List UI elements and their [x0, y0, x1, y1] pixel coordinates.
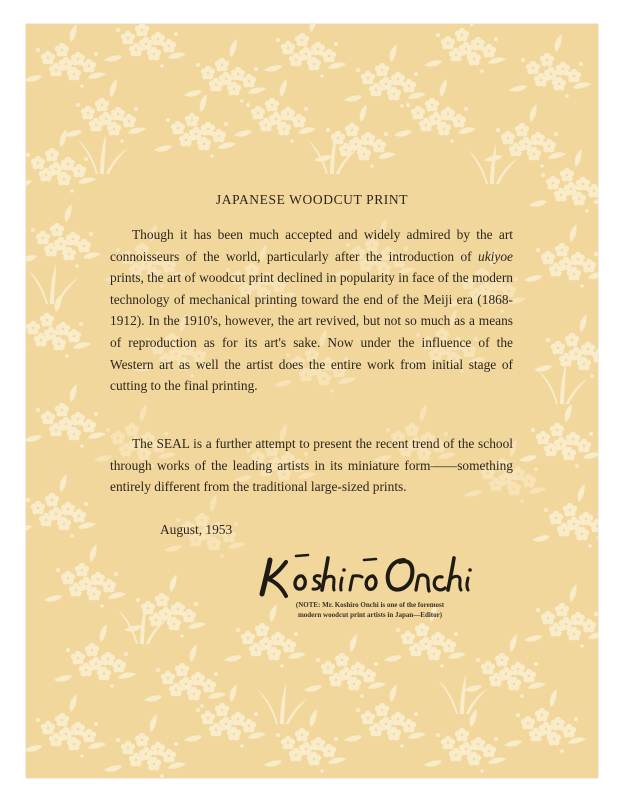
signature-image [256, 548, 486, 602]
ukiyoe-term: ukiyoe [478, 248, 513, 264]
document-sheet [26, 24, 598, 778]
editor-note-line-1: (NOTE: Mr. Koshiro Onchi is one of the foremost [295, 601, 445, 609]
paragraph-intro-part-1: Though it has been much accepted and widely admired by the art connoisseurs of the world, particularly after the introduction of [110, 227, 513, 264]
editor-note-line-2: modern woodcut print artists in Japan—Editor) [297, 610, 443, 619]
document-title: JAPANESE WOODCUT PRINT [215, 192, 409, 207]
document-date: August, 1953 [160, 522, 233, 537]
paragraph-intro [110, 224, 513, 397]
document-content [26, 24, 598, 778]
paragraph-seal: The SEAL is a further attempt to present the recent trend of the school through works of the leading artists in its miniature form——something entirely different from the traditional large-sized prints. [110, 436, 513, 495]
editor-note [258, 601, 482, 620]
paragraph-intro-part-2: prints, the art of woodcut print declined in popularity in face of the modern technology of mechanical printing toward the end of the Meiji era (1868-1912). In the 1910's, however, the art revived, but not so much as a means of reproduction as for its art's sake. Now under the influence of the Western art as well the artist does the entire work from initial stage of cutting to the final printing. [110, 270, 513, 394]
